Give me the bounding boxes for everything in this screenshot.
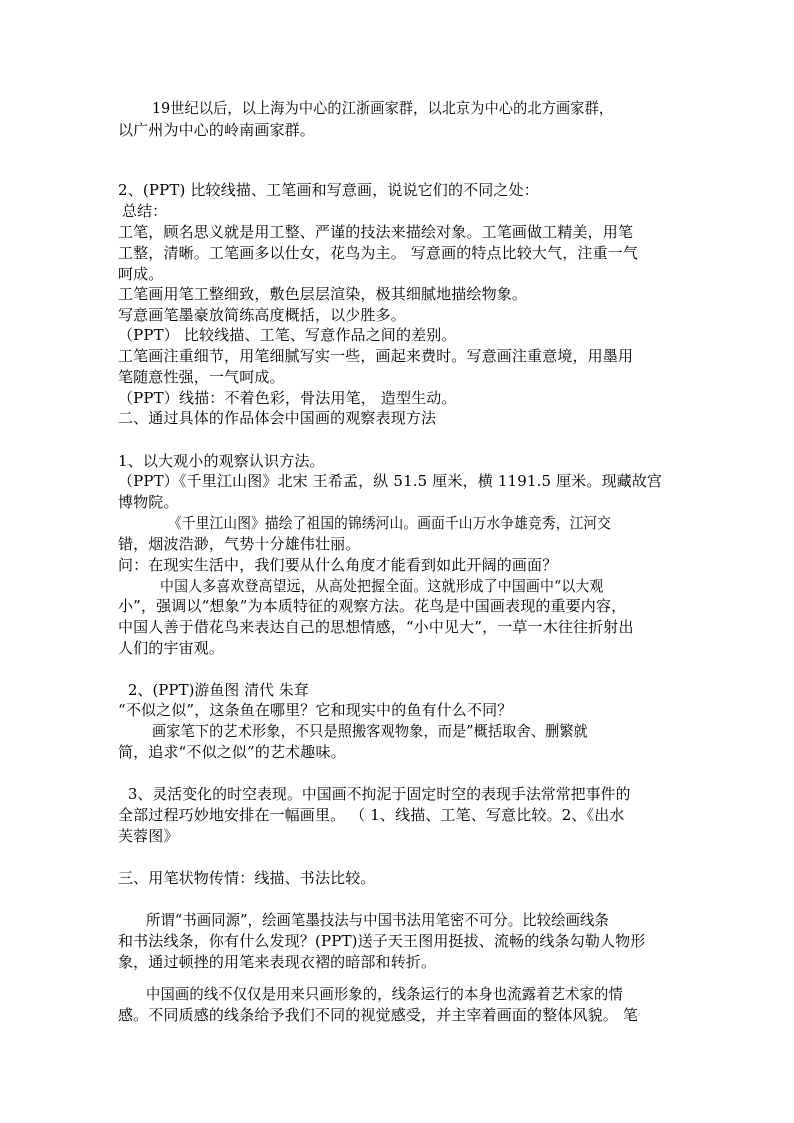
text-line: 1、以大观小的观察认识方法。 <box>118 452 325 470</box>
section-heading: 二、通过具体的作品体会中国画的观察表现方法 <box>118 409 437 427</box>
text-line: 错，烟波浩渺，气势十分雄伟壮丽。 <box>118 535 361 553</box>
text-line: 画家笔下的艺术形象，不只是照搬客观物象，而是”概括取舍、删繁就 <box>152 722 588 740</box>
text-line: 和书法线条，你有什么发现？(PPT)送子天王图用挺拔、流畅的线条勾勒人物形 <box>118 932 646 950</box>
text-line: 2、(PPT)游鱼图 清代 朱耷 <box>128 681 309 699</box>
text-line: 人们的宇宙观。 <box>118 639 225 657</box>
text-line: 2、(PPT) 比较线描、工笔画和写意画，说说它们的不同之处： <box>118 181 539 199</box>
text-line: （PPT）线描：不着色彩，骨法用笔， 造型生动。 <box>118 389 457 407</box>
text-line: 总结： <box>122 202 168 220</box>
text-line: 《千里江山图》描绘了祖国的锦绣河山。画面千山万水争雄竞秀，江河交 <box>168 514 612 532</box>
text-line: 写意画笔墨豪放简练高度概括，以少胜多。 <box>118 306 406 324</box>
section-heading: 三、用笔状物传情：线描、书法比较。 <box>118 869 376 887</box>
text-line: 呵成。 <box>118 265 164 283</box>
text-line: 所谓“书画同源”，绘画笔墨技法与中国书法用笔密不可分。比较绘画线条 <box>146 911 609 929</box>
text-line: （PPT）《千里江山图》北宋 王希孟，纵 51.5 厘米，横 1191.5 厘米。现藏故宫 <box>118 472 663 490</box>
text-line: （PPT） 比较线描、工笔、写意作品之间的差别。 <box>118 326 457 344</box>
text-line: 工整，清晰。工笔画多以仕女，花鸟为主。 写意画的特点比较大气，注重一气 <box>118 244 639 262</box>
text-line: 全部过程巧妙地安排在一幅画里。 （ 1、线描、工笔、写意比较。2、《出水 <box>118 806 625 824</box>
text-line: 简，追求“不似之似”的艺术趣味。 <box>118 743 346 761</box>
text-line: 象，通过顿挫的用笔来表现衣褶的暗部和转折。 <box>118 953 437 971</box>
text-line: 工笔画注重细节，用笔细腻写实一些，画起来费时。写意画注重意境，用墨用 <box>118 347 634 365</box>
text-line: 感。不同质感的线条给予我们不同的视觉感受，并主宰着画面的整体风貌。 笔 <box>118 1006 639 1024</box>
text-line: 芙蓉图》 <box>118 827 179 845</box>
text-line: 工笔画用笔工整细致，敷色层层渲染，极其细腻地描绘物象。 <box>118 285 528 303</box>
text-line: 博物院。 <box>118 493 179 511</box>
text-line: 以广州为中心的岭南画家群。 <box>118 121 315 139</box>
text-line: 小”，强调以“想象”为本质特征的观察方法。花鸟是中国画表现的重要内容， <box>118 597 627 615</box>
text-line: 3、灵活变化的时空表现。中国画不拘泥于固定时空的表现手法常常把事件的 <box>128 785 631 803</box>
text-line: 中国人多喜欢登高望远，从高处把握全面。这就形成了中国画中“以大观 <box>160 577 604 595</box>
text-line: “不似之似”，这条鱼在哪里？它和现实中的鱼有什么不同？ <box>118 701 513 719</box>
text-line: 问：在现实生活中，我们要从什么角度才能看到如此开阔的画面？ <box>118 556 558 574</box>
text-line: 中国人善于借花鸟来表达自己的思想情感，“小中见大”，一草一木往往折射出 <box>118 618 634 636</box>
text-line: 工笔，顾名思义就是用工整、严谨的技法来描绘对象。工笔画做工精美，用笔 <box>118 223 634 241</box>
text-line: 19世纪以后，以上海为中心的江浙画家群，以北京为中心的北方画家群， <box>152 99 614 117</box>
text-line: 笔随意性强，一气呵成。 <box>118 368 285 386</box>
text-line: 中国画的线不仅仅是用来只画形象的，线条运行的本身也流露着艺术家的情 <box>146 985 623 1003</box>
